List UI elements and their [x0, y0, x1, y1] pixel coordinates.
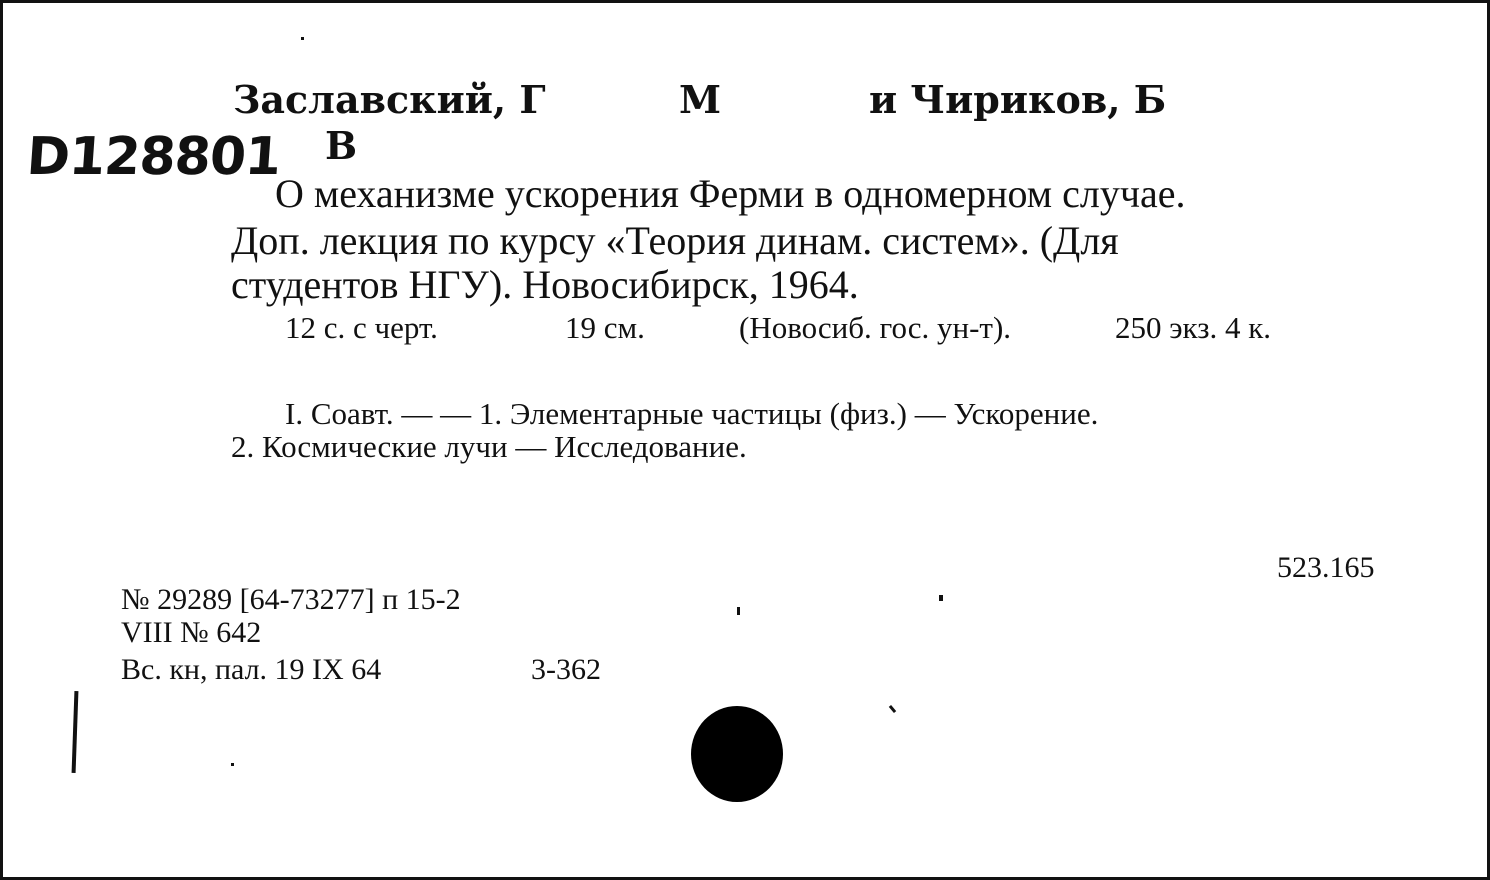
footer-code: 3-362 [531, 653, 601, 686]
collation-pages: 12 с. с черт. [285, 310, 438, 345]
footer-line-2: VIII № 642 [121, 616, 262, 649]
ink-speck [889, 705, 896, 713]
handwritten-call-number: D128801 [24, 127, 283, 187]
author-initial: М [679, 77, 722, 122]
collation-size: 19 см. [565, 310, 645, 345]
ink-speck [737, 607, 740, 615]
subject-line-2: 2. Космические лучи — Исследование. [231, 429, 747, 464]
footer-line-3: Вс. кн, пал. 19 IX 64 [121, 653, 382, 686]
coauthor-initial: В [325, 123, 358, 168]
title-line-2: Доп. лекция по курсу «Теория динам. систем». (Для [231, 218, 1119, 263]
title-line-1: О механизме ускорения Ферми в одномерном случае. [275, 171, 1186, 216]
collation-publisher: (Новосиб. гос. ун-т). [739, 310, 1012, 345]
subject-line-1: I. Соавт. — — 1. Элементарные частицы (физ.) — Ускорение. [285, 396, 1099, 431]
coauthor-name: и Чириков, Б [869, 77, 1167, 122]
punch-hole [691, 706, 783, 802]
footer-line-1: № 29289 [64-73277] п 15-2 [121, 583, 461, 616]
pen-mark [72, 691, 79, 773]
author-surname: Заславский, Г [233, 77, 546, 122]
ink-speck [939, 595, 943, 601]
title-line-3: студентов НГУ). Новосибирск, 1964. [231, 262, 859, 307]
classification-number: 523.165 [1277, 551, 1375, 584]
collation-copies: 250 экз. 4 к. [1115, 310, 1272, 345]
ink-speck [231, 763, 234, 766]
ink-speck [301, 37, 304, 40]
